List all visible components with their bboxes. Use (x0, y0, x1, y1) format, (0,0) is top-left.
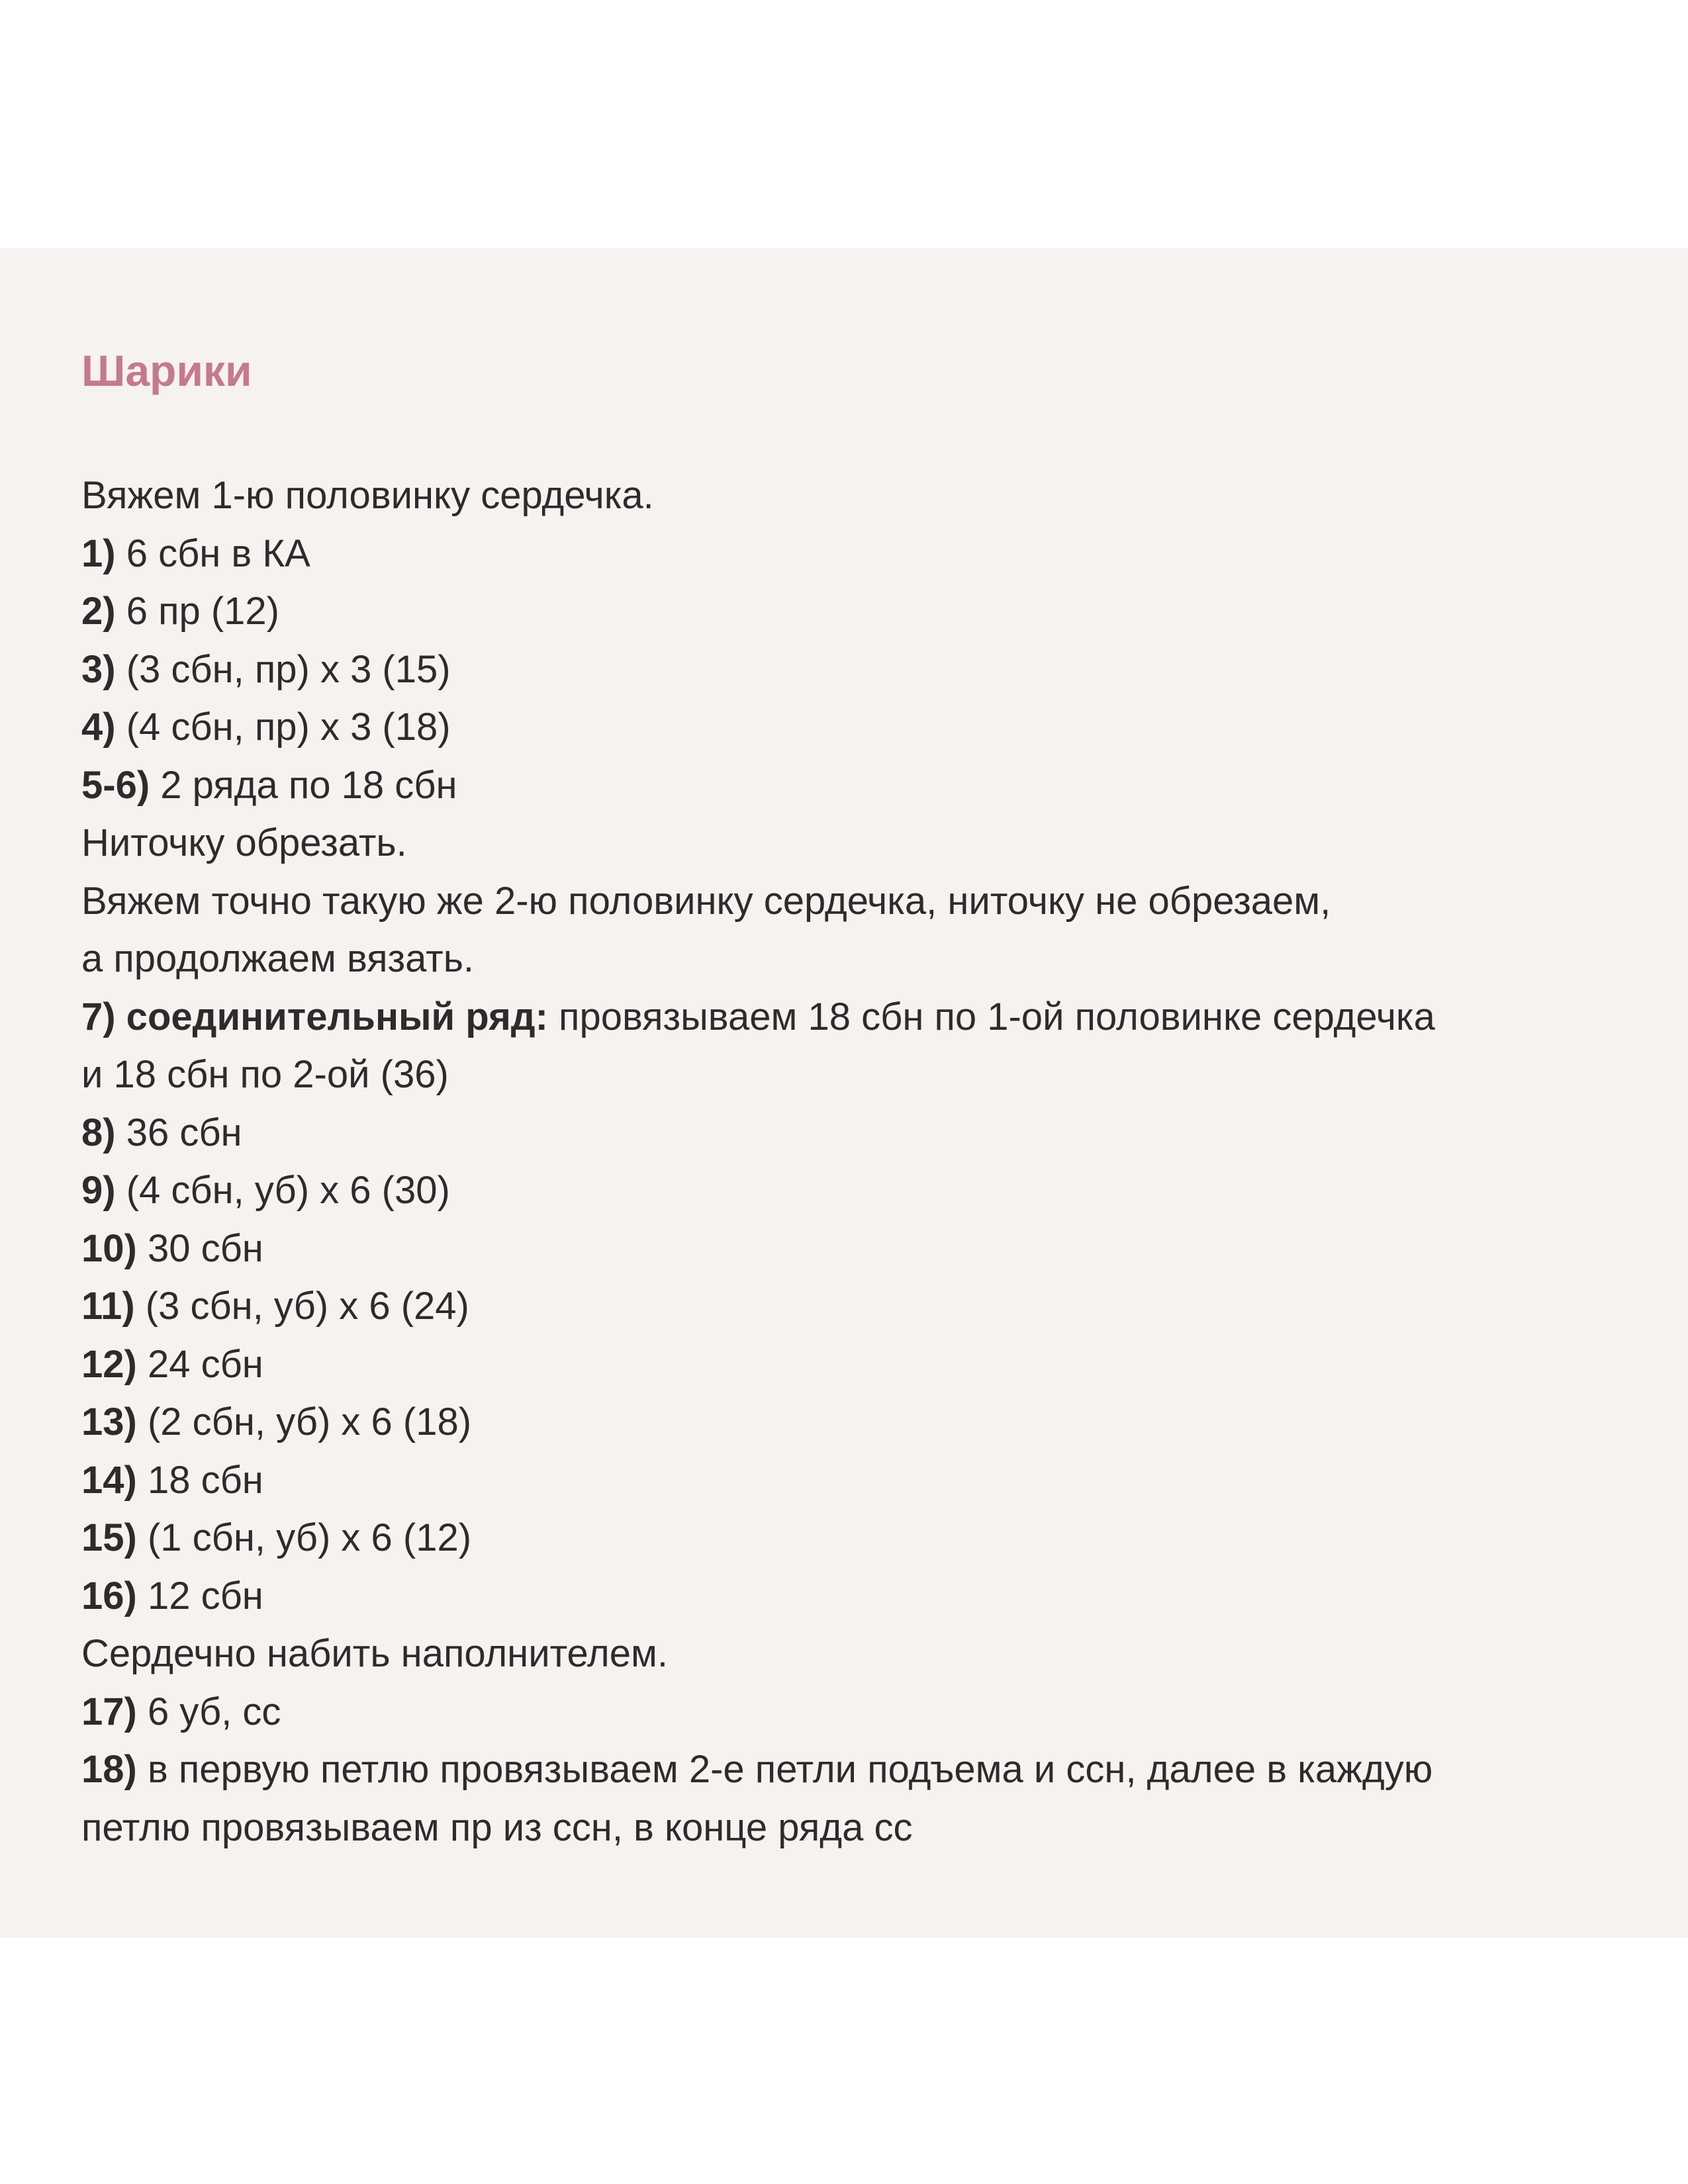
pattern-card (0, 248, 1688, 1938)
row-number: 15) (81, 1516, 137, 1559)
instruction-line (81, 1625, 1624, 1683)
instruction-line (81, 1104, 1624, 1162)
row-text: (3 сбн, пр) х 3 (15) (115, 647, 451, 691)
row-text: Ниточку обрезать. (81, 821, 407, 864)
instruction-line (81, 525, 1624, 583)
row-number: 4) (81, 705, 116, 749)
instruction-line (81, 872, 1624, 931)
row-number: 9) (81, 1169, 116, 1212)
instruction-line (81, 698, 1624, 756)
row-number: 18) (81, 1748, 137, 1791)
row-text: и 18 сбн по 2-ой (36) (81, 1053, 449, 1096)
row-number: 10) (81, 1226, 137, 1270)
row-number: 11) (81, 1285, 135, 1328)
instruction-line (81, 1799, 1624, 1857)
instruction-line (81, 641, 1624, 699)
instruction-line (81, 756, 1624, 815)
row-number: 7) соединительный ряд: (81, 995, 548, 1038)
row-number: 5-6) (81, 763, 150, 807)
row-text: (4 сбн, уб) х 6 (30) (115, 1169, 450, 1212)
row-text: Вяжем 1-ю половинку сердечка. (81, 474, 654, 517)
row-text: 18 сбн (136, 1458, 263, 1502)
row-text: а продолжаем вязать. (81, 937, 475, 980)
row-text: провязываем 18 сбн по 1-ой половинке сердечка (547, 995, 1435, 1038)
instruction-line (81, 1161, 1624, 1220)
instruction-line (81, 1509, 1624, 1567)
row-text: Сердечно набить наполнителем. (81, 1632, 668, 1675)
row-number: 1) (81, 531, 116, 575)
instruction-line (81, 1451, 1624, 1510)
instruction-line (81, 1683, 1624, 1741)
instruction-line (81, 1336, 1624, 1394)
row-number: 13) (81, 1400, 137, 1443)
row-number: 12) (81, 1342, 137, 1386)
instruction-line (81, 988, 1624, 1046)
row-text: 30 сбн (136, 1226, 263, 1270)
row-text: (3 сбн, уб) х 6 (24) (134, 1285, 469, 1328)
row-text: (2 сбн, уб) х 6 (18) (136, 1400, 472, 1443)
row-text: 6 сбн в КА (115, 531, 310, 575)
instruction-line (81, 467, 1624, 525)
pattern-instructions (81, 467, 1624, 1856)
instruction-line (81, 1567, 1624, 1625)
row-text: 6 пр (12) (115, 590, 279, 633)
instruction-line (81, 1741, 1624, 1799)
row-text: 12 сбн (136, 1574, 263, 1617)
row-number: 16) (81, 1574, 137, 1617)
instruction-line (81, 1277, 1624, 1336)
row-text: (4 сбн, пр) х 3 (18) (115, 705, 451, 749)
instruction-line (81, 1220, 1624, 1278)
row-text: 24 сбн (136, 1342, 263, 1386)
row-text: 36 сбн (115, 1111, 242, 1154)
row-number: 14) (81, 1458, 137, 1502)
instruction-line (81, 1393, 1624, 1451)
instruction-line (81, 930, 1624, 988)
instruction-line (81, 1046, 1624, 1104)
row-number: 8) (81, 1111, 116, 1154)
row-number: 17) (81, 1690, 137, 1733)
row-text: петлю провязываем пр из ссн, в конце ряда сс (81, 1805, 913, 1849)
row-text: (1 сбн, уб) х 6 (12) (136, 1516, 472, 1559)
row-text: в первую петлю провязываем 2-е петли подъема и ссн, далее в каждую (136, 1748, 1433, 1791)
row-text: 2 ряда по 18 сбн (150, 763, 457, 807)
instruction-line (81, 814, 1624, 872)
section-title: Шарики (81, 346, 252, 395)
row-text: 6 уб, сс (136, 1690, 281, 1733)
row-number: 3) (81, 647, 116, 691)
row-text: Вяжем точно такую же 2-ю половинку сердечка, ниточку не обрезаем, (81, 879, 1331, 923)
instruction-line (81, 582, 1624, 641)
row-number: 2) (81, 590, 116, 633)
